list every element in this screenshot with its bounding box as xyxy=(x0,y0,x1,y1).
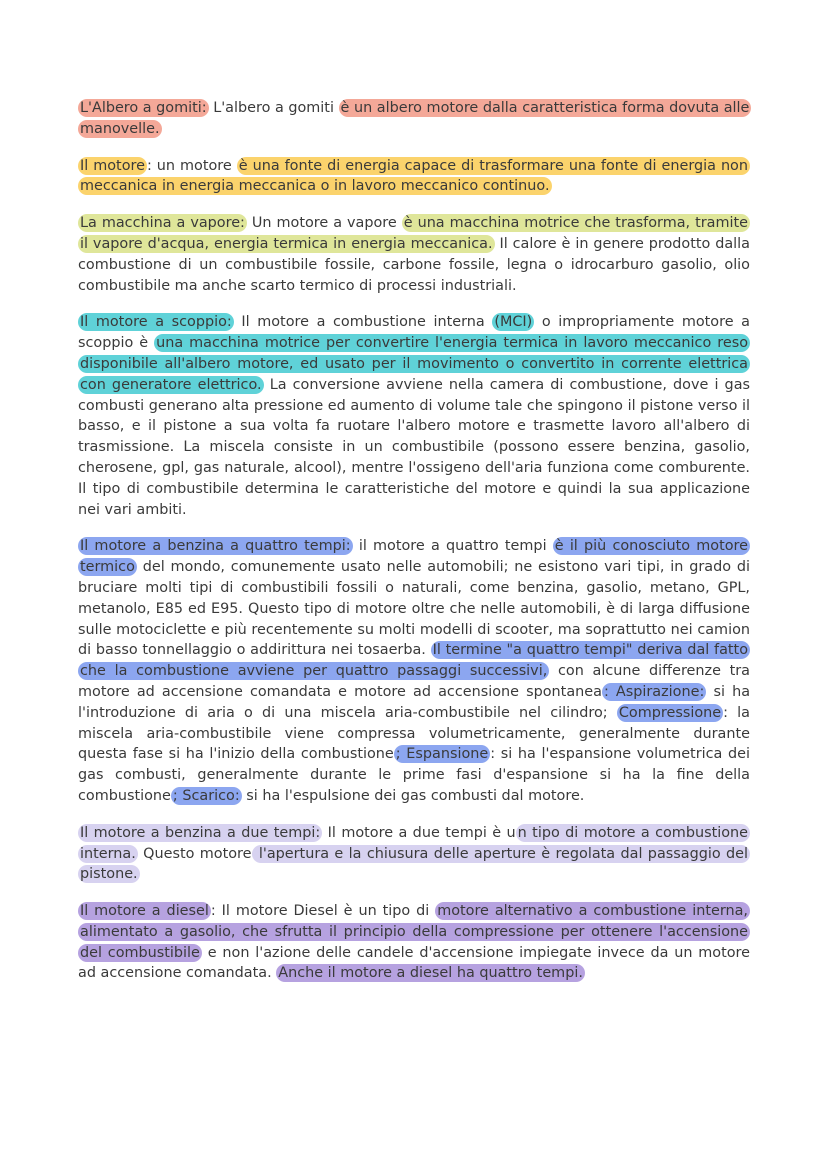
highlight-definition: n tipo di motore a combustione interna. xyxy=(80,824,748,862)
highlight-compressione: Compressione xyxy=(618,704,722,721)
text-span: e non l'azione delle candele d'accensione impiegate invece da un motore ad accensione comandata. xyxy=(78,944,750,982)
term-macchina-a-vapore: La macchina a vapore: xyxy=(80,215,245,232)
text-span: del mondo, comunemente usato nelle automobili; ne esistono vari tipi, in grado di bruciare molti tipi di combustibili fossili o naturali, come benzina, gasolio, metano, GPL, metanolo, E85 ed E95. Questo tipo di motore oltre che nelle automobili, è di larga diffusione sulle motociclette e più recentemente su molti modelli di scooter, ma soprattutto nei camion di basso tonnellaggio o addirittura nei tosaerba. xyxy=(78,559,750,659)
highlight-definition: una macchina motrice per convertire l'energia termica in lavoro meccanico reso disponibile all'albero motore, ed usato per il movimento o convertito in corrente elettrica con generatore elettrico. xyxy=(80,335,749,393)
text-span: : la miscela aria-combustibile viene compressa volumetricamente, generalmente durante questa fase si ha l'inizio della combustione xyxy=(78,704,750,763)
term-albero-a-gomiti: L'Albero a gomiti: xyxy=(80,100,207,116)
text-span: si ha l'espulsione dei gas combusti dal motore. xyxy=(241,787,585,804)
paragraph-motore xyxy=(78,156,750,198)
paragraph-motore-quattro-tempi xyxy=(78,536,750,806)
highlight-definition: è una fonte di energia capace di trasformare una fonte di energia non meccanica in energia meccanica o in lavoro meccanico continuo. xyxy=(80,157,748,195)
term-motore-a-scoppio: Il motore a scoppio: xyxy=(80,314,232,331)
text-span: Il motore a combustione interna xyxy=(233,314,493,331)
highlight-espansione: ; Espansione xyxy=(395,746,489,763)
text-span: si ha l'introduzione di aria o di una miscela aria-combustibile nel cilindro; xyxy=(78,683,751,721)
term-motore-due-tempi: Il motore a benzina a due tempi: xyxy=(80,824,321,841)
highlight-definition: è il più conosciuto motore termico xyxy=(80,538,748,576)
text-span: il motore a quattro tempi xyxy=(352,538,553,555)
term-motore-quattro-tempi: Il motore a benzina a quattro tempi: xyxy=(80,538,351,555)
text-span: : Il motore Diesel è un tipo di xyxy=(210,903,436,920)
paragraph-motore-due-tempi xyxy=(78,823,750,885)
text-span: Il calore è in genere prodotto dalla combustione di un combustibile fossile, carbone fossile, legna o idrocarburo gasolio, olio combustibile ma anche scarto termico di processi industriali. xyxy=(78,235,750,294)
text-span: L'albero a gomiti xyxy=(208,100,339,116)
highlight-aspirazione: : Aspirazione: xyxy=(603,683,705,700)
highlight-scarico: ; Scarico: xyxy=(172,787,240,804)
highlight-aperture: l'apertura e la chiusura delle aperture è regolata dal passaggio del pistone. xyxy=(80,845,749,883)
term-motore-diesel: Il motore a diesel xyxy=(80,903,209,920)
term-motore: Il motore xyxy=(80,157,145,174)
text-span: Un motore a vapore xyxy=(246,215,402,232)
highlight-definition: motore alternativo a combustione interna, alimentato a gasolio, che sfrutta il principio della compressione per ottenere l'accensione del combustibile xyxy=(80,903,748,961)
text-span: : si ha l'espansione volumetrica dei gas combusti, generalmente durante le prime fasi d'espansione si ha la fine della combustione xyxy=(78,746,750,804)
paragraph-albero-a-gomiti xyxy=(78,98,750,140)
text-span: La conversione avviene nella camera di combustione, dove i gas combusti generano alta pressione ed aumento di volume tale che spingono il pistone verso il basso, e il pistone a sua volta fa ruotare l'albero motore e trasmette lavoro all'albero di trasmissione. La miscela consiste in un combustibile (possono essere benzina, gasolio, cherosene, gpl, gas naturale, alcool), mentre l'ossigeno dell'aria funziona come comburente. Il tipo di combustibile determina le caratteristiche del motore e quindi la sua applicazione nei vari ambiti. xyxy=(78,376,751,518)
paragraph-motore-diesel xyxy=(78,901,750,984)
text-span: Questo motore xyxy=(137,845,252,862)
text-span: Il motore a due tempi è u xyxy=(322,824,516,841)
highlight-mci: (MCI) xyxy=(494,314,533,331)
paragraph-macchina-a-vapore xyxy=(78,213,750,296)
text-span: con alcune differenze tra motore ad accensione comandata e motore ad accensione spontanea xyxy=(78,663,751,700)
highlight-quattro-tempi: Anche il motore a diesel ha quattro tempi. xyxy=(278,965,583,982)
highlight-definition: è un albero motore dalla caratteristica forma dovuta alle manovelle. xyxy=(80,100,750,137)
highlight-definition: è una macchina motrice che trasforma, tramite il vapore d'acqua, energia termica in energia meccanica. xyxy=(80,215,748,252)
paragraph-motore-a-scoppio xyxy=(78,312,750,520)
highlight-quattro-tempi: Il termine "a quattro tempi" deriva dal fatto che la combustione avviene per quattro passaggi successivi, xyxy=(80,642,748,680)
text-span: o impropriamente motore a scoppio è xyxy=(78,314,750,352)
text-span: : un motore xyxy=(146,157,237,174)
